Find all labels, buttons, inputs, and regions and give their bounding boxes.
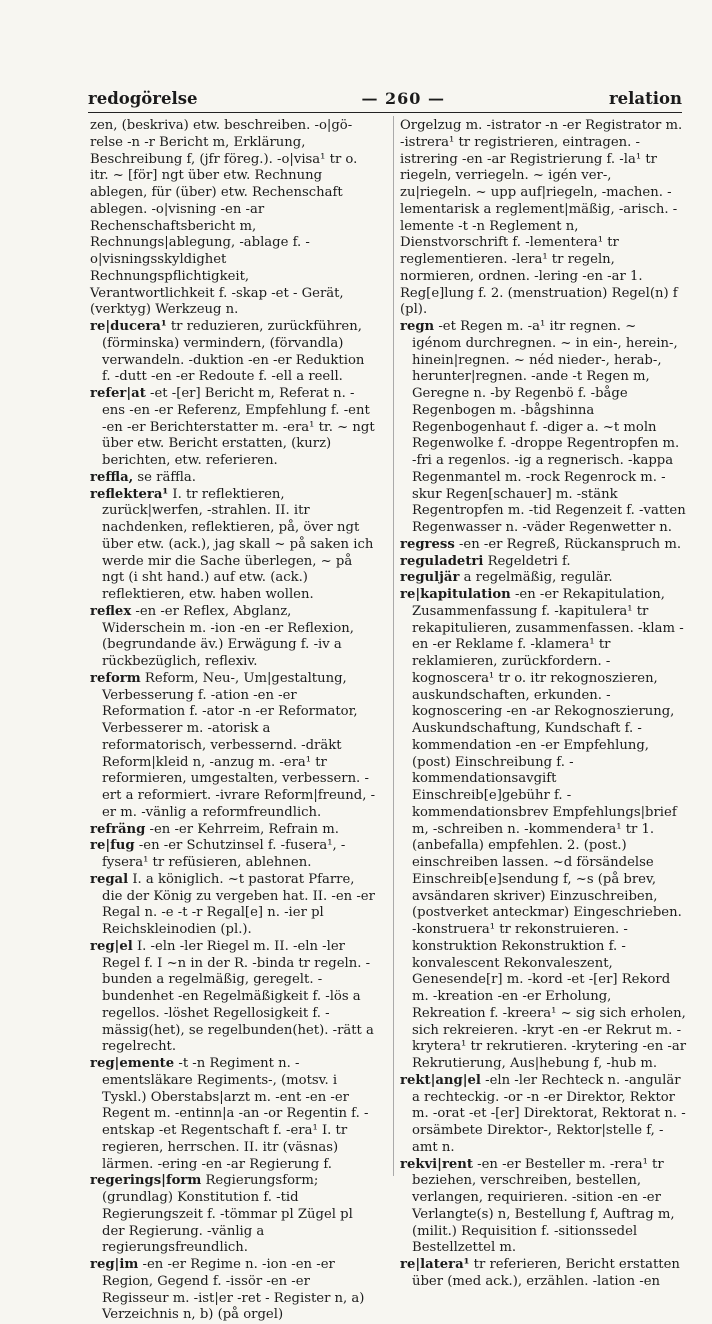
headword: reguljär bbox=[400, 570, 460, 586]
dictionary-entry bbox=[400, 554, 686, 571]
dictionary-entry bbox=[400, 570, 686, 587]
entry-definition: -en -er Schutzinsel f. -fusera¹, -fysera¹ tr refüsieren, ablehnen. bbox=[102, 838, 346, 870]
headword: reflex bbox=[90, 603, 132, 619]
entry-continuation bbox=[90, 118, 376, 319]
headword: rekvi|rent bbox=[400, 1156, 473, 1172]
header-rule bbox=[88, 112, 682, 113]
entry-definition: I. a königlich. ~t pastorat Pfarre, die der König zu vergeben hat. II. -en -er Regal n. -e -t -r Regal[e] n. -ier pl Reichskleinodien (pl.). bbox=[102, 871, 375, 937]
entry-definition: -t -n Regiment n. -ementsläkare Regiments-, (motsv. i Tyskl.) Oberstabs|arzt m. -ent -en -er Regent m. -entinn|a -an -or Regentin f. -entskap -et Regentschaft f. -era¹ I. tr regieren, herrschen. II. itr (väsnas) lärmen. -ering -en -ar Regierung f. bbox=[102, 1056, 369, 1172]
dictionary-entry bbox=[90, 1257, 376, 1324]
dictionary-entry bbox=[90, 838, 376, 872]
entry-definition: -eln -ler Rechteck n. -angulär a rechteckig. -or -n -er Direktor, Rektor m. -orat -et -[er] Direktorat, Rektorat n. -orsämbete Direktor-, Rektor|stelle f, -amt n. bbox=[412, 1072, 686, 1155]
headword: regal bbox=[90, 871, 129, 887]
dictionary-entry bbox=[90, 1056, 376, 1173]
entry-definition: I. tr reflektieren, zurück|werfen, -strahlen. II. itr nachdenken, reflektieren, på, över ngt über etw. (ack.), jag skall ~ på saken ich werde mir die Sache überlegen, ~ på ngt (i sht hand.) auf etw. (ack.) reflektieren, etw. haben wollen. bbox=[102, 486, 374, 602]
dictionary-entry bbox=[90, 939, 376, 1056]
headword: regerings|form bbox=[90, 1173, 202, 1189]
headword: reffla, bbox=[90, 469, 134, 485]
dictionary-entry bbox=[90, 386, 376, 470]
page-number: — 260 — bbox=[361, 88, 446, 108]
entry-definition: -en -er Besteller m. -rera¹ tr beziehen, verschreiben, bestellen, verlangen, requirieren. -sition -en -er Verlangte(s) n, Bestellung f, Auftrag m, (milit.) Requisition f. -sitionssedel Bestellzettel m. bbox=[412, 1156, 675, 1256]
dictionary-entry bbox=[90, 604, 376, 671]
dictionary-entry bbox=[90, 872, 376, 939]
entry-definition: -en -er Regime n. -ion -en -er Region, Gegend f. -issör -en -er Regisseur m. -ist|er -ret - Register n, a) Verzeichnis n, b) (på orgel) bbox=[102, 1257, 365, 1323]
headword: re|fug bbox=[90, 838, 135, 854]
dictionary-entry bbox=[400, 1257, 686, 1291]
headword: refer|at bbox=[90, 386, 146, 401]
dictionary-entry bbox=[400, 319, 686, 537]
dictionary-entry bbox=[400, 1073, 686, 1157]
entry-definition: a regelmäßig, regulär. bbox=[459, 570, 613, 586]
entry-definition: -en -er Regreß, Rückanspruch m. bbox=[454, 536, 682, 552]
left-column bbox=[90, 118, 376, 1324]
entry-definition: -en -er Rekapitulation, Zusammenfassung f. -kapitulera¹ tr rekapitulieren, zusammenfassen. -klam -en -er Reklame f. -klamera¹ tr reklamieren, zurückfordern. -kognoscera¹ tr o. itr rekognoszieren, auskundschaften, erkunden. -kognoscering -en -ar Rekognoszierung, Auskundschaftung, Kundschaft f. -kommendation -en -er Empfehlung, (post) Einschreibung f. -kommendationsavgift Einschreib[e]gebühr f. -kommendationsbrev Empfehlungs|brief m, -schreiben n. -kommendera¹ tr 1. (anbefalla) empfehlen. 2. (post.) einschreiben lassen. ~d försändelse Einschreib[e]sendung f, ~s (på brev, avsändaren skriver) Einzuschreiben, (postverket anteckmar) Eingeschrieben. -konstruera¹ tr rekonstruieren. -konstruktion Rekonstruktion f. -konvalescent Rekonvaleszent, Genesende[r] m. -kord -et -[er] Rekord m. -kreation -en -er Erholung, Rekreation f. -kreera¹ ~ sig sich erholen, sich rekreieren. -kryt -en -er Rekrut m. -krytera¹ tr rekrutieren. -krytering -en -ar Rekrutierung, Aus|hebung f, -hub m. bbox=[412, 587, 687, 1071]
left-guide-word: redogörelse bbox=[88, 88, 198, 108]
entry-definition: tr referieren, Bericht erstatten über (med ack.), erzählen. -lation -en bbox=[412, 1257, 680, 1289]
right-column bbox=[400, 118, 686, 1291]
headword: re|latera¹ bbox=[400, 1257, 470, 1272]
entry-definition: -en -er Kehrreim, Refrain m. bbox=[145, 821, 339, 837]
page-header bbox=[88, 86, 682, 110]
entry-continuation bbox=[400, 118, 686, 319]
entry-definition: -et -[er] Bericht m, Referat n. -ens -en -er Referenz, Empfehlung f. -ent -en -er Berichterstatter m. -era¹ tr. ~ ngt über etw. Bericht erstatten, (kurz) berichten, etw. referieren. bbox=[102, 386, 375, 468]
entry-definition: Regierungsform; (grundlag) Konstitution f. -tid Regierungszeit f. -tömmar pl Zügel pl der Regierung. -vänlig a regierungsfreundlich. bbox=[102, 1173, 353, 1256]
dictionary-entry bbox=[400, 1157, 686, 1258]
entry-definition: Orgelzug m. -istrator -n -er Registrator m. -istrera¹ tr registrieren, eintragen. -istrering -en -ar Registrierung f. -la¹ tr riegeln, verriegeln. ~ igén ver-, zu|riegeln. ~ upp auf|riegeln, -machen. -lementarisk a reglement|mäßig, -arisch. -lemente -t -n Reglement n, Dienstvorschrift f. -lementera¹ tr reglementieren. -lera¹ tr regeln, normieren, ordnen. -lering -en -ar 1. Reg[e]lung f. 2. (menstruation) Regel(n) f (pl). bbox=[400, 118, 683, 318]
entry-definition: zen, (beskriva) etw. beschreiben. -o|gö-relse -n -r Bericht m, Erklärung, Beschreibung f, (jfr föreg.). -o|visa¹ tr o. itr. ~ [för] ngt über etw. Rechnung ablegen, für (über) etw. Rechenschaft ablegen. -o|visning -en -ar Rechenschaftsbericht m, Rechnungs|ablegung, -ablage f. -o|visningsskyldighet Rechnungspflichtigkeit, Verantwortlichkeit f. -skap -et - Gerät, (verktyg) Werkzeug n. bbox=[90, 118, 358, 318]
headword: reg|im bbox=[90, 1257, 139, 1272]
headword: refräng bbox=[90, 821, 146, 837]
entry-definition: I. -eln -ler Riegel m. II. -eln -ler Regel f. I ~n in der R. -binda tr regeln. -bunden a regelmäßig, geregelt. -bundenhet -en Regelmäßigkeit f. -lös a regellos. -löshet Regellosigkeit f. -mässig(het), se regelbunden(het). -rätt a regelrecht. bbox=[102, 938, 374, 1055]
dictionary-entry bbox=[90, 1173, 376, 1257]
headword: reg|el bbox=[90, 938, 133, 954]
entry-definition: se räffla. bbox=[133, 469, 196, 485]
dictionary-entry bbox=[400, 537, 686, 554]
headword: re|ducera¹ bbox=[90, 319, 167, 334]
entry-definition: Reform, Neu-, Um|gestaltung, Verbesserung f. -ation -en -er Reformation f. -ator -n -er Reformator, Verbesserer m. -atorisk a reformatorisch, verbessernd. -dräkt Reform|kleid n, -anzug m. -era¹ tr reformieren, umgestalten, verbessern. -ert a reformiert. -ivrare Reform|freund, -er m. -vänlig a reformfreundlich. bbox=[102, 670, 376, 820]
headword: regn bbox=[400, 319, 435, 334]
headword: reg|emente bbox=[90, 1056, 175, 1071]
headword: regress bbox=[400, 536, 455, 552]
dictionary-entry bbox=[400, 587, 686, 1073]
entry-definition: -en -er Reflex, Abglanz, Widerschein m. -ion -en -er Reflexion, (begrundande äv.) Erwägung f. -iv a rückbezüglich, reflexiv. bbox=[102, 603, 354, 669]
entry-definition: -et Regen m. -a¹ itr regnen. ~ igénom durchregnen. ~ in ein-, herein-, hinein|regnen. ~ néd nieder-, herab-, herunter|regnen. -ande -t Regen m, Geregne n. -by Regenbö f. -båge Regenbogen m. -bågshinna Regenbogenhaut f. -diger a. ~t moln Regenwolke f. -droppe Regentropfen m. -fri a regenlos. -ig a regnerisch. -kappa Regenmantel m. -rock Regenrock m. -skur Regen[schauer] m. -stänk Regentropfen m. -tid Regenzeit f. -vatten Regenwasser n. -väder Regenwetter n. bbox=[412, 319, 686, 535]
dictionary-entry bbox=[90, 822, 376, 839]
dictionary-entry bbox=[90, 487, 376, 604]
dictionary-entry bbox=[90, 319, 376, 386]
headword: reflektera¹ bbox=[90, 486, 169, 502]
headword: rekt|ang|el bbox=[400, 1072, 481, 1088]
entry-definition: Regeldetri f. bbox=[483, 553, 571, 569]
headword: reguladetri bbox=[400, 553, 484, 569]
entry-definition: tr reduzieren, zurückführen, (förminska) vermindern, (förvandla) verwandeln. -duktion -en -er Reduktion f. -dutt -en -er Redoute f. -ell a reell. bbox=[102, 319, 365, 385]
dictionary-entry bbox=[90, 671, 376, 822]
right-guide-word: relation bbox=[608, 88, 682, 108]
column-divider bbox=[393, 116, 394, 1176]
headword: reform bbox=[90, 670, 141, 686]
headword: re|kapitulation bbox=[400, 587, 511, 602]
dictionary-entry bbox=[90, 470, 376, 487]
